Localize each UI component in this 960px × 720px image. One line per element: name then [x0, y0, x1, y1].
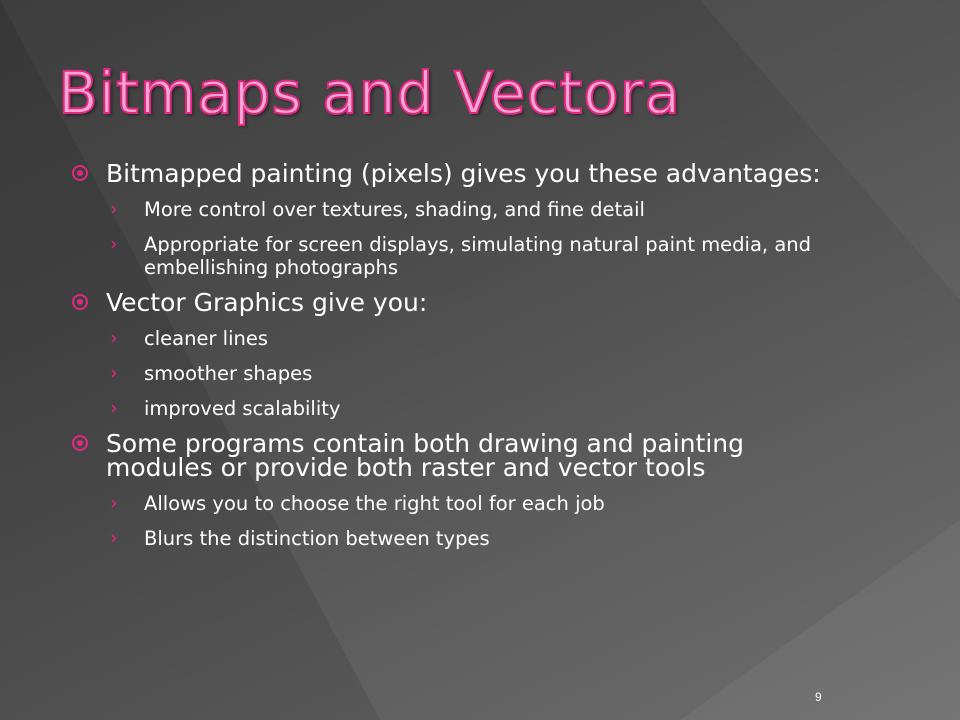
- chevron-right-icon: ›: [110, 527, 118, 549]
- subbullet-item: [106, 492, 842, 515]
- subbullet-text: Allows you to choose the right tool for each job: [144, 492, 605, 515]
- chevron-right-icon: ›: [110, 492, 118, 514]
- chevron-right-icon: ›: [110, 198, 118, 220]
- slide-title: Bitmaps and Vectora: [58, 59, 682, 127]
- bullet-text: Vector Graphics give you:: [106, 288, 428, 317]
- bullet-item-vector: [72, 288, 842, 317]
- subbullet-item: [106, 198, 842, 221]
- bullet-text: Some programs contain both drawing and painting modules or provide both raster and vector tools: [106, 429, 744, 482]
- subbullet-item: [106, 397, 842, 420]
- page-number: 9: [815, 690, 822, 704]
- subbullet-text: cleaner lines: [144, 327, 269, 350]
- subbullet-item: [106, 527, 842, 550]
- subbullet-text: smoother shapes: [144, 362, 313, 385]
- chevron-right-icon: ›: [110, 327, 118, 349]
- subbullet-item: [106, 327, 842, 350]
- subbullet-text: More control over textures, shading, and fine detail: [144, 198, 645, 221]
- subbullet-text: Blurs the distinction between types: [144, 527, 490, 550]
- subbullet-item: [106, 362, 842, 385]
- bullet-item-programs: [72, 429, 842, 482]
- chevron-right-icon: ›: [110, 362, 118, 384]
- circle-dot-icon: [72, 435, 88, 451]
- circle-dot-icon: [72, 294, 88, 310]
- bullet-list: [72, 159, 842, 562]
- subbullet-text: improved scalability: [144, 397, 341, 420]
- chevron-right-icon: ›: [110, 233, 118, 255]
- bullet-item-bitmapped: [72, 159, 842, 188]
- chevron-right-icon: ›: [110, 397, 118, 419]
- subbullet-text: Appropriate for screen displays, simulating natural paint media, and embellishing photographs: [144, 233, 812, 279]
- circle-dot-icon: [72, 165, 88, 181]
- subbullet-item: [106, 233, 842, 279]
- bullet-text: Bitmapped painting (pixels) gives you these advantages:: [106, 159, 821, 188]
